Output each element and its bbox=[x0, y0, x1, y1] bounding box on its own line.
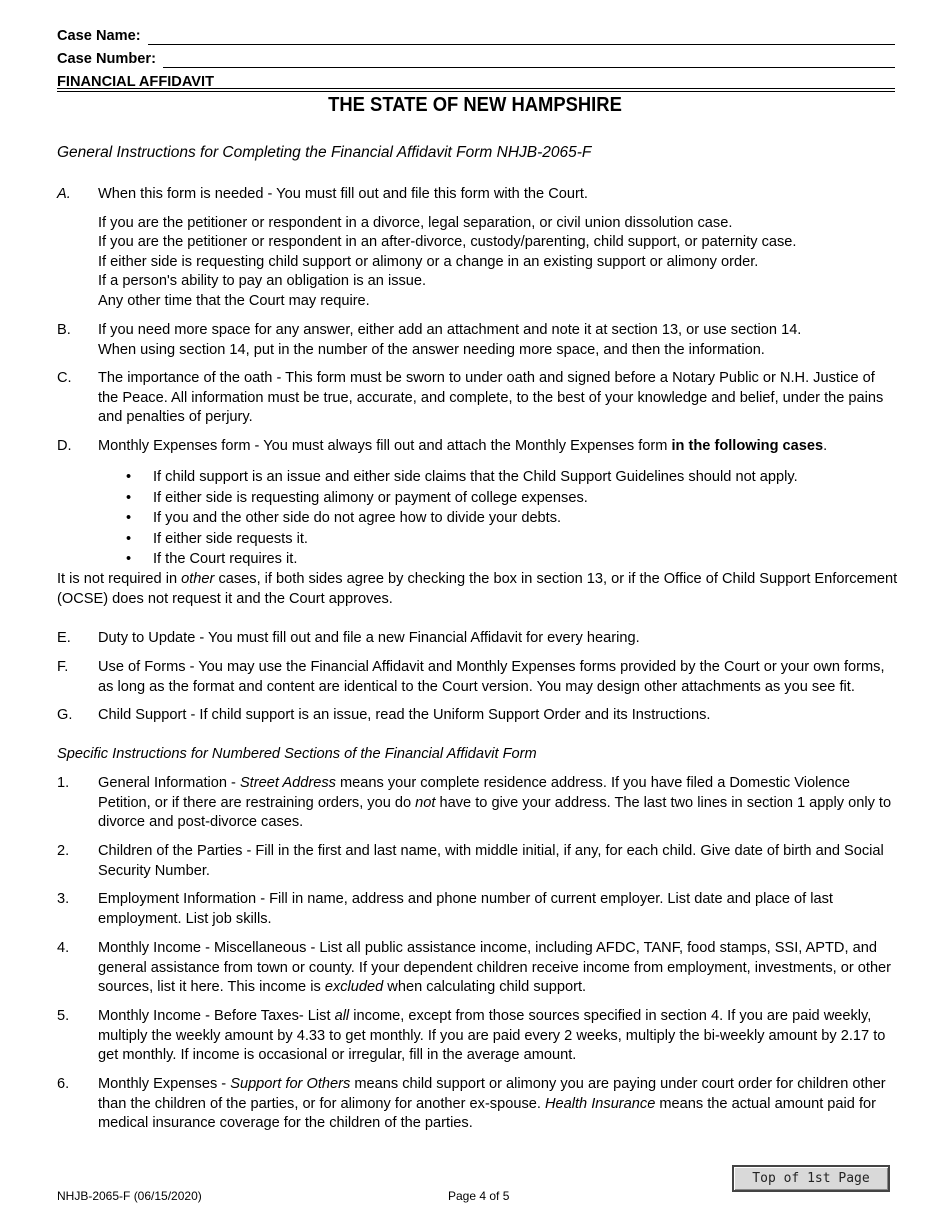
case-name-line bbox=[148, 44, 895, 45]
list-item-text: If you and the other side do not agree how to divide your debts. bbox=[153, 510, 562, 526]
bullet-icon: • bbox=[126, 469, 132, 485]
instruction-a-mark: A. bbox=[57, 186, 71, 202]
text-run: Monthly Income - Miscellaneous - List all public assistance income, including AFDC, TANF, food stamps, SSI, APTD, and general assistance from town or county. If your dependent children receive income from employment, investments, or other sources, list it here. This income is bbox=[98, 940, 892, 996]
text-run: when calculating child support. bbox=[383, 979, 587, 996]
instruction-a-line: If a person's ability to pay an obligation is an issue. bbox=[98, 273, 427, 290]
instruction-a-line: If you are the petitioner or respondent in an after-divorce, custody/parenting, child support, or paternity case. bbox=[98, 234, 797, 251]
instruction-a bbox=[57, 185, 899, 312]
instruction-f bbox=[57, 658, 899, 697]
instruction-c bbox=[57, 369, 899, 428]
text-run-italic: Support for Others bbox=[230, 1076, 351, 1092]
bullet-icon: • bbox=[126, 489, 132, 506]
section-3-instruction bbox=[57, 890, 899, 929]
section-6-text bbox=[98, 1075, 899, 1134]
instruction-b bbox=[57, 321, 899, 360]
instruction-b-mark: B. bbox=[57, 322, 71, 338]
instruction-e-mark: E. bbox=[57, 630, 71, 646]
instruction-f-text: Use of Forms - You may use the Financial Affidavit and Monthly Expenses forms provided by the Court or your own forms, as long as the format and content are identical to the Court version. You may design other attachments as you see fit. bbox=[98, 659, 885, 695]
text-run: means the actual amount paid for medical insurance coverage for the children of the parties. bbox=[98, 1095, 876, 1132]
list-item bbox=[125, 467, 885, 488]
instruction-d bbox=[57, 437, 899, 457]
general-instructions-heading: General Instructions for Completing the Financial Affidavit Form NHJB-2065-F bbox=[57, 144, 592, 161]
instruction-a-line: Any other time that the Court may require. bbox=[98, 292, 370, 309]
instruction-d-text-bold: in the following cases bbox=[671, 438, 824, 454]
instruction-b-line: If you need more space for any answer, either add an attachment and note it at section 13, or use section 14. bbox=[98, 322, 802, 338]
section-4-text bbox=[98, 939, 899, 998]
instruction-g-text: Child Support - If child support is an issue, read the Uniform Support Order and its Instructions. bbox=[98, 707, 711, 723]
instruction-b-line: When using section 14, put in the number of the answer needing more space, and then the information. bbox=[98, 341, 765, 358]
text-run-italic: not bbox=[415, 794, 436, 811]
text-run-italic: excluded bbox=[324, 979, 384, 996]
note-text-end: cases, if both sides agree by checking the box in section 13, or if the Office of Child Support Enforcement (OCSE) does not request it and the Court approves. bbox=[57, 571, 898, 607]
section-1-instruction bbox=[57, 774, 899, 833]
instruction-d-mark: D. bbox=[57, 438, 72, 454]
note-text-italic: other bbox=[181, 571, 215, 587]
section-4-mark: 4. bbox=[57, 940, 70, 956]
text-run: have to give your address. The last two lines in section 1 apply only to divorce and post-divorce cases. bbox=[98, 794, 892, 831]
case-number-label: Case Number: bbox=[57, 51, 156, 67]
case-number-line bbox=[163, 67, 895, 68]
instruction-c-mark: C. bbox=[57, 370, 72, 386]
text-run: Monthly Income - Before Taxes- List bbox=[98, 1008, 335, 1024]
list-item bbox=[125, 549, 885, 570]
section-5-text bbox=[98, 1007, 899, 1066]
section-2-instruction bbox=[57, 842, 899, 881]
monthly-expenses-note bbox=[57, 570, 899, 609]
text-run: means your complete residence address. If you have filed a Domestic Violence Petition, or if there are restraining orders, you do bbox=[98, 775, 850, 811]
bullet-icon: • bbox=[126, 510, 132, 526]
list-item bbox=[125, 488, 885, 509]
instruction-d-text-main: Monthly Expenses form - You must always fill out and attach the Monthly Expenses form bbox=[98, 438, 672, 454]
section-1-text bbox=[98, 774, 899, 833]
text-run: income, except from those sources specified in section 4. If you are paid weekly, multiply the weekly amount by 4.33 to get monthly. If you are paid every 2 weeks, multiply the bi-weekly amount by 2.17 to get monthly. If income is occasional or irregular, fill in the average amount. bbox=[98, 1008, 886, 1064]
instruction-f-mark: F. bbox=[57, 659, 69, 675]
list-item-text: If the Court requires it. bbox=[153, 551, 298, 567]
instruction-a-line: If you are the petitioner or respondent in a divorce, legal separation, or civil union dissolution case. bbox=[98, 214, 733, 231]
instruction-e bbox=[57, 629, 899, 649]
section-5-mark: 5. bbox=[57, 1008, 70, 1024]
section-2-text: Children of the Parties - Fill in the first and last name, with middle initial, if any, for each child. Give date of birth and Social Security Number. bbox=[98, 843, 884, 879]
form-name: FINANCIAL AFFIDAVIT bbox=[57, 74, 215, 90]
list-item bbox=[125, 529, 885, 550]
instruction-e-text: Duty to Update - You must fill out and file a new Financial Affidavit for every hearing. bbox=[98, 630, 640, 646]
instruction-c-text: The importance of the oath - This form must be sworn to under oath and signed before a Notary Public or N.H. Justice of the Peace. All information must be true, accurate, and complete, to the best of your knowledge and belief, under the pains and penalties of perjury. bbox=[98, 370, 884, 426]
list-item-text: If either side requests it. bbox=[153, 530, 308, 547]
instruction-g-mark: G. bbox=[57, 707, 73, 723]
form-id: NHJB-2065-F (06/15/2020) bbox=[57, 1189, 202, 1203]
instruction-a-line: If either side is requesting child support or alimony or a change in an existing support or alimony order. bbox=[98, 253, 759, 270]
case-name-label: Case Name: bbox=[57, 28, 141, 44]
header-rule-1 bbox=[57, 88, 895, 89]
page-number: Page 4 of 5 bbox=[448, 1189, 510, 1203]
list-item-text: If child support is an issue and either side claims that the Child Support Guidelines should not apply. bbox=[153, 469, 798, 485]
section-6-mark: 6. bbox=[57, 1076, 70, 1092]
text-run: General Information - bbox=[98, 775, 240, 791]
section-4-instruction bbox=[57, 939, 899, 998]
section-3-mark: 3. bbox=[57, 891, 70, 907]
note-text: It is not required in bbox=[57, 571, 182, 587]
instruction-d-text-end: . bbox=[823, 438, 828, 454]
section-3-text: Employment Information - Fill in name, address and phone number of current employer. List date and place of last employment. List job skills. bbox=[98, 891, 833, 927]
section-6-instruction bbox=[57, 1075, 899, 1134]
text-run: Monthly Expenses - bbox=[98, 1076, 231, 1092]
instruction-d-text bbox=[98, 437, 899, 457]
specific-instructions-heading: Specific Instructions for Numbered Sections of the Financial Affidavit Form bbox=[57, 746, 537, 762]
list-item-text: If either side is requesting alimony or payment of college expenses. bbox=[153, 489, 588, 506]
top-of-first-page-button[interactable]: Top of 1st Page bbox=[732, 1165, 890, 1192]
header-rule-2 bbox=[57, 91, 895, 92]
instruction-a-intro: When this form is needed - You must fill out and file this form with the Court. bbox=[98, 186, 588, 202]
section-1-mark: 1. bbox=[57, 775, 70, 791]
page-title: THE STATE OF NEW HAMPSHIRE bbox=[328, 94, 622, 116]
bullet-icon: • bbox=[126, 530, 132, 547]
monthly-expenses-cases-list bbox=[125, 467, 885, 570]
text-run-italic: Health Insurance bbox=[544, 1095, 656, 1112]
text-run-italic: all bbox=[334, 1008, 350, 1024]
instruction-g bbox=[57, 706, 899, 726]
section-2-mark: 2. bbox=[57, 843, 70, 859]
section-5-instruction bbox=[57, 1007, 899, 1066]
text-run-italic: Street Address bbox=[239, 775, 336, 791]
bullet-icon: • bbox=[126, 551, 132, 567]
text-run: means child support or alimony you are paying under court order for children other than the children of the parties, or for alimony for another ex-spouse. bbox=[98, 1076, 886, 1112]
list-item bbox=[125, 508, 885, 529]
